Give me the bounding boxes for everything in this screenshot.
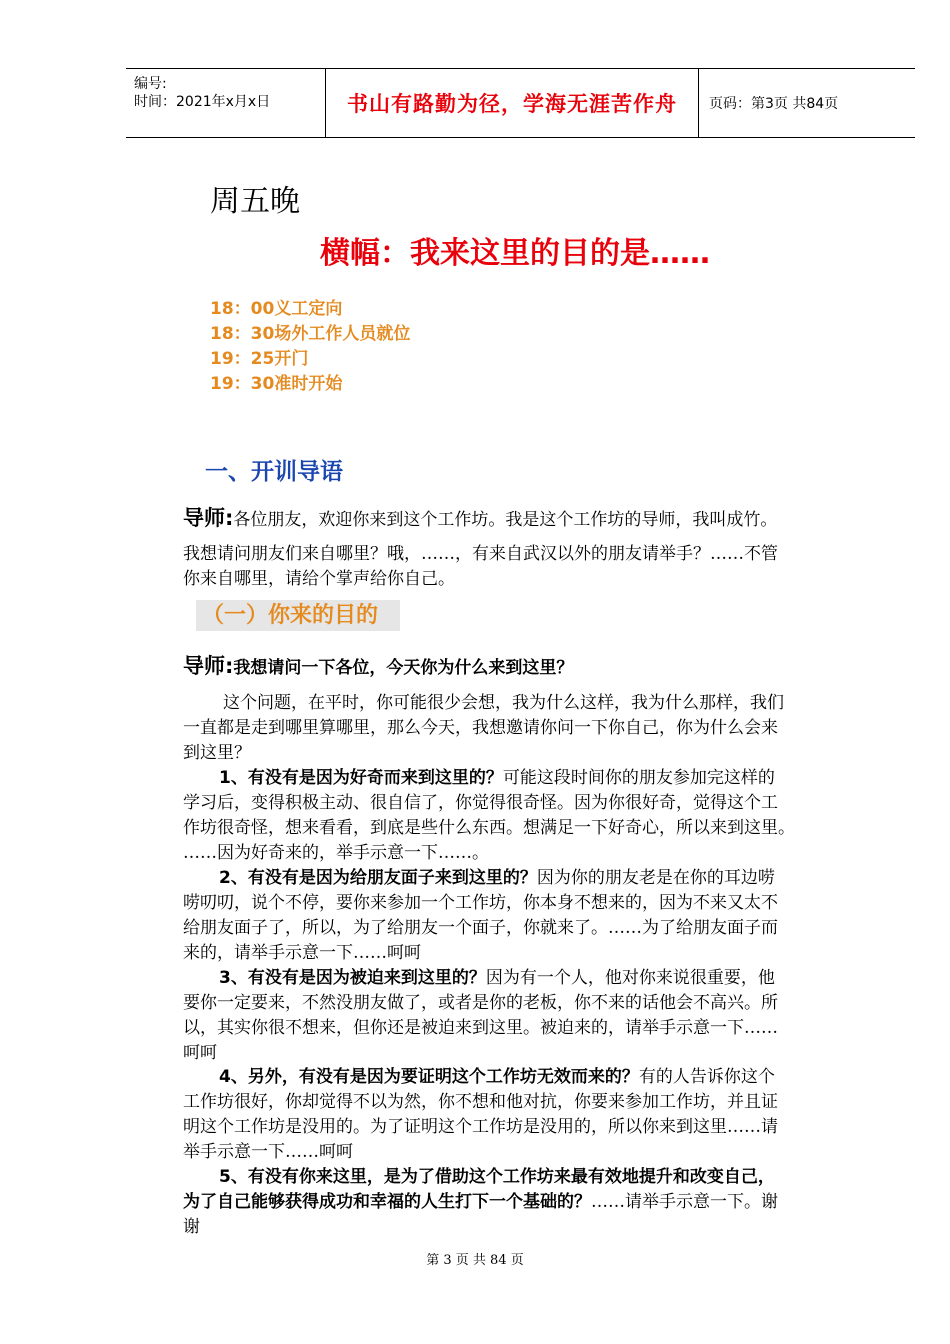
text-line: 举手示意一下……呵呵 [183,1142,353,1162]
item-question: 5、有没有你来这里，是为了借助这个工作坊来最有效地提升和改变自己， [219,1167,775,1187]
text-line: 唠叨叨，说个不停，要你来参加一个工作坊，你本身不想来的，因为不来又太不 [183,893,778,913]
text-line: 来的，请举手示意一下……呵呵 [183,943,421,963]
header-motto: 书山有路勤为径，学海无涯苦作舟 [326,69,699,137]
intro-text: 各位朋友，欢迎你来到这个工作坊。我是这个工作坊的导师，我叫成竹。 [233,510,778,530]
mentor-label: 导师 [183,506,225,530]
page-title: 周五晚 [210,184,300,219]
text-line: 谢 [183,1217,200,1237]
schedule-item: 19：30准时开始 [210,374,343,394]
text-line: 呵呵 [183,1043,217,1063]
text-line: 作坊很奇怪，想来看看，到底是些什么东西。想满足一下好奇心，所以来到这里。 [183,818,795,838]
list-item [183,1065,863,1165]
list-item [183,766,863,866]
item-question: 2、有没有是因为给朋友面子来到这里的？ [219,868,537,888]
item-question: 为了自己能够获得成功和幸福的人生打下一个基础的？ [183,1192,591,1212]
text-line: 以，其实你很不想来，但你还是被迫来到这里。被迫来的，请举手示意一下…… [183,1018,778,1038]
intro-paragraph: 导师:各位朋友，欢迎你来到这个工作坊。我是这个工作坊的导师，我叫成竹。 [183,506,778,530]
text-line: 要你一定要来，不然没朋友做了，或者是你的老板，你不来的话他会不高兴。所 [183,993,778,1013]
text-line: 给朋友面子了，所以，为了给朋友一个面子，你就来了。……为了给朋友面子而 [183,918,778,938]
header-page-label: 页码：第3页 共84页 [709,96,839,112]
question-paragraph: 导师:我想请问一下各位，今天你为什么来到这里？ [183,654,574,678]
list-item [183,966,863,1066]
banner-text: 横幅：我来这里的目的是…… [320,236,710,271]
list-item [183,1165,863,1240]
header-meta [126,69,326,137]
text-line: ……因为好奇来的，举手示意一下……。 [183,843,489,863]
list-item [183,866,863,966]
number-label: 编号: [134,76,167,92]
text-line: 因为你的朋友老是在你的耳边唠 [536,868,775,888]
paragraph [183,691,863,766]
text-line: 一直都是走到哪里算哪里，那么今天，我想邀请你问一下你自己，你为什么会来 [183,718,778,738]
paragraph [183,542,863,592]
text-line: 我想请问朋友们来自哪里？哦，……，有来自武汉以外的朋友请举手？……不管 [183,544,778,564]
section-heading: 一、开训导语 [205,459,343,485]
mentor-label: 导师 [183,654,225,678]
page-header [126,68,915,138]
text-line: 因为有一个人，他对你来说很重要，他 [485,968,775,988]
schedule-item: 18：30场外工作人员就位 [210,324,411,344]
text-line: 学习后，变得积极主动、很自信了，你觉得很奇怪。因为你很好奇，觉得这个工 [183,793,778,813]
item-question: 1、有没有是因为好奇而来到这里的？ [219,768,503,788]
text-line: 工作坊很好，你却觉得不以为然，你不想和他对抗，你要来参加工作坊，并且证 [183,1092,778,1112]
item-question: 3、有没有是因为被迫来到这里的？ [219,968,486,988]
schedule-item: 18：00义工定向 [210,299,343,319]
text-line: 到这里？ [183,743,251,763]
text-line: 你来自哪里，请给个掌声给你自己。 [183,569,455,589]
question-text: 我想请问一下各位，今天你为什么来到这里？ [233,658,574,678]
schedule-item: 19：25开门 [210,349,309,369]
text-line: 明这个工作坊是没用的。为了证明这个工作坊是没用的，所以你来到这里……请 [183,1117,778,1137]
text-line: 有的人告诉你这个 [638,1067,775,1087]
time-label: 时间：2021年x月x日 [134,94,271,110]
text-line: 可能这段时间你的朋友参加完这样的 [502,768,775,788]
text-line: 这个问题，在平时，你可能很少会想，我为什么这样，我为什么那样，我们 [223,693,784,713]
item-question: 4、另外，有没有是因为要证明这个工作坊无效而来的？ [219,1067,639,1087]
subsection-heading: （一）你来的目的 [196,600,400,631]
page-footer: 第 3 页 共 84 页 [426,1253,524,1268]
text-line: ……请举手示意一下。谢 [591,1192,778,1212]
